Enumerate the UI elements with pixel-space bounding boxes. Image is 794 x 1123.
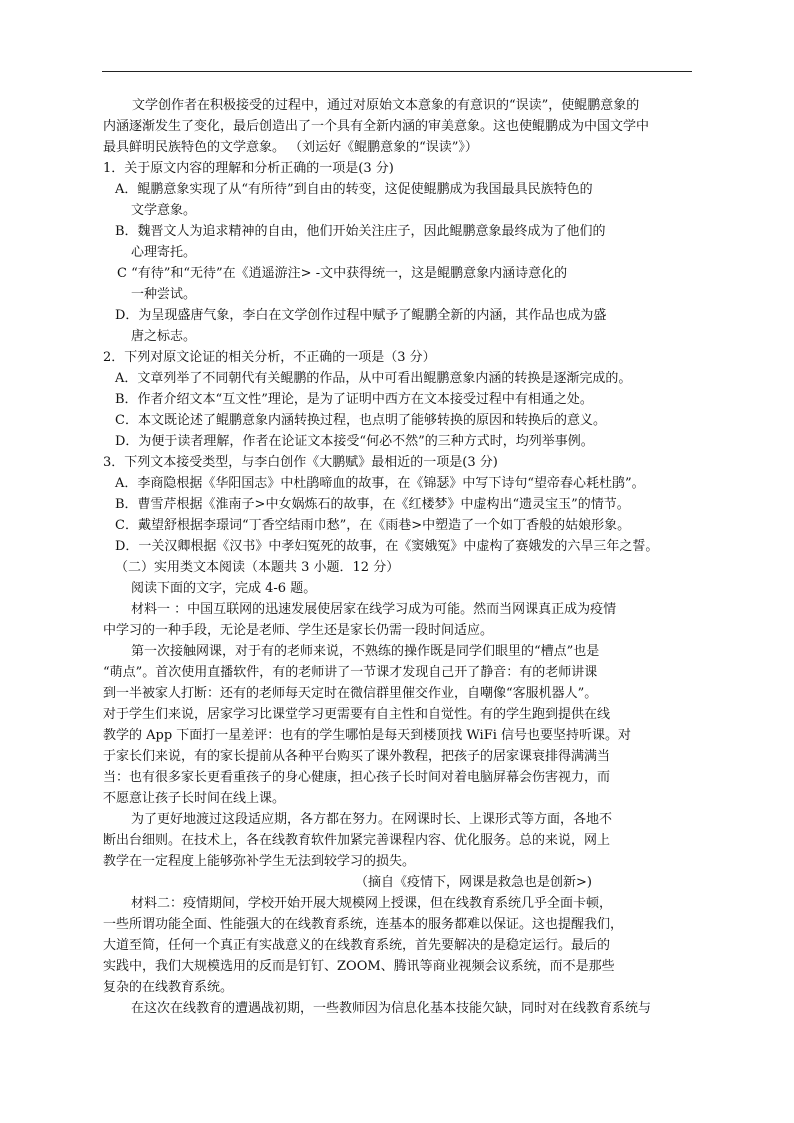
material-1-line: “萌点”。首次使用直播软件，有的老师讲了一节课才发现自己开了静音：有的老师讲课 [103,665,598,680]
option-b: B．魏晋文人为追求精神的自由，他们开始关注庄子，因此鲲鹏意象最终成为了他们的 [115,224,606,239]
passage-line: 内涵逐渐发生了变化，最后创造出了一个具有全新内涵的审美意象。这也使鲲鹏成为中国文学中 [103,119,650,134]
passage-line: 最具鲜明民族特色的文学意象。 （刘运好《鲲鹏意象的“误读”》） [103,140,478,155]
section-2-instruction: 阅读下面的文字，完成 4-6 题。 [131,581,317,596]
option-d: D．一关汉卿根据《汉书》中孝妇冤死的故事，在《窦娥冤》中虚构了赛娥发的六旱三年之誓。 [115,539,659,554]
material-1-line: 到一半被家人打断：还有的老师每天定时在微信群里催交作业，自嘲像“客服机器人”。 [103,686,598,701]
header-rule [102,71,692,72]
option-a-cont: 文学意象。 [131,203,197,218]
material-1-line: 第一次接触网课，对于有的老师来说，不熟练的操作既是同学们眼里的“槽点”也是 [131,644,600,659]
material-1-line: 对于学生们来说，居家学习比课堂学习更需要有自主性和自觉性。有的学生跑到提供在线 [103,707,611,722]
material-2-line: 实践中，我们大规模选用的反而是钉钉、ZOOM、腾讯等商业视频会议系统，而不是那些 [103,959,615,974]
material-1-line: 断出台细则。在技术上，各在线教育软件加紧完善课程内容、优化服务。总的来说，网上 [103,833,611,848]
section-2-title: （二）实用类文本阅读（本题共 3 小题．12 分） [115,560,400,575]
option-c: C．本文既论述了鲲鹏意象内涵转换过程，也点明了能够转换的原因和转换后的意义。 [115,413,606,428]
material-2-line: 一些所谓功能全面、性能强大的在线教育系统，连基本的服务都难以保证。这也提醒我们， [103,917,624,932]
question-3: 3．下列文本接受类型，与李白创作《大鹏赋》最相近的一项是(3 分) [103,455,498,470]
material-1-line: 教学在一定程度上能够弥补学生无法到较学习的损失。 [103,854,416,869]
option-c-cont: 一种尝试。 [131,287,197,302]
question-1: 1．关于原文内容的理解和分析正确的一项是(3 分) [103,161,394,176]
question-2: 2．下列对原文论证的相关分析，不正确的一项是（3 分） [103,350,436,365]
option-c: C．戴望舒根据李璟词“丁香空结雨巾愁”，在《雨巷>中塑造了一个如丁香般的姑娘形象。 [115,518,631,533]
material-1-line: 不愿意让孩子长时间在线上课。 [103,791,286,806]
material-1-line: 当：也有很多家长更看重孩子的身心健康，担心孩子长时间对着电脑屏幕会伤害视力，而 [103,770,611,785]
option-b: B．曹雪芹根据《淮南子>中女娲炼石的故事，在《红楼梦》中虚构出“遗灵宝玉”的情节。 [115,497,630,512]
material-1-source: （摘自《疫情下，网课是救急也是创新>) [355,875,592,890]
material-1-line: 于家长们来说，有的家长提前从各种平台购买了课外教程，把孩子的居家课衰排得满满当 [103,749,611,764]
material-1-line: 材料一 ：中国互联网的迅速发展使居家在线学习成为可能。然而当网课真正成为疫情 [131,602,617,617]
option-a: A．李商隐根据《华阳国志》中杜鹃啼血的故事，在《锦瑟》中写下诗句“望帝春心耗杜鹃”。 [115,476,645,491]
material-2-line: 复杂的在线教育系统。 [103,980,234,995]
material-2-line: 在这次在线教育的遭遇战初期，一些教师因为信息化基本技能欠缺，同时对在线教育系统与 [131,1001,652,1016]
material-1-line: 教学的 App 下面打一星差评：也有的学生哪怕是每天到楼顶找 WiFi 信号也要坚持听课。对 [103,728,632,743]
option-d: D．为便于读者理解，作者在论证文本接受“何必不然”的三种方式时，均列举事例。 [115,434,594,449]
material-2-line: 材料二：疫情期间，学校开始开展大规模网上授课，但在线教育系统几乎全面卡顿， [131,896,613,911]
option-b: B．作者介绍文本“互文性”理论，是为了证明中西方在文本接受过程中有相通之处。 [115,392,593,407]
material-1-line: 为了更好地渡过这段适应期，各方都在努力。在网课时长、上课形式等方面，各地不 [131,812,613,827]
material-1-line: 中学习的一种手段，无论是老师、学生还是家长仍需一段时间适应。 [103,623,494,638]
option-a: A．鲲鹏意象实现了从“有所待”到自由的转变，这促使鲲鹏成为我国最具民族特色的 [115,182,593,197]
option-a: A．文章列举了不同朝代有关鲲鹏的作品，从中可看出鲲鹏意象内涵的转换是逐渐完成的。 [115,371,632,386]
material-2-line: 大道至简，任何一个真正有实战意义的在线教育系统，首先要解决的是稳定运行。最后的 [103,938,611,953]
option-c: C “有待”和“无待”在《逍遥游注> -文中获得统一，这是鲲鹏意象内涵诗意化的 [117,266,568,281]
option-d: D．为呈现盛唐气象，李白在文学创作过程中赋予了鲲鹏全新的内涵，其作品也成为盛 [115,308,607,323]
option-b-cont: 心理寄托。 [131,245,197,260]
option-d-cont: 唐之标志。 [131,329,197,344]
passage-line: 文学创作者在积极接受的过程中，通过对原始文本意象的有意识的“误读”，使鲲鹏意象的 [132,98,640,113]
